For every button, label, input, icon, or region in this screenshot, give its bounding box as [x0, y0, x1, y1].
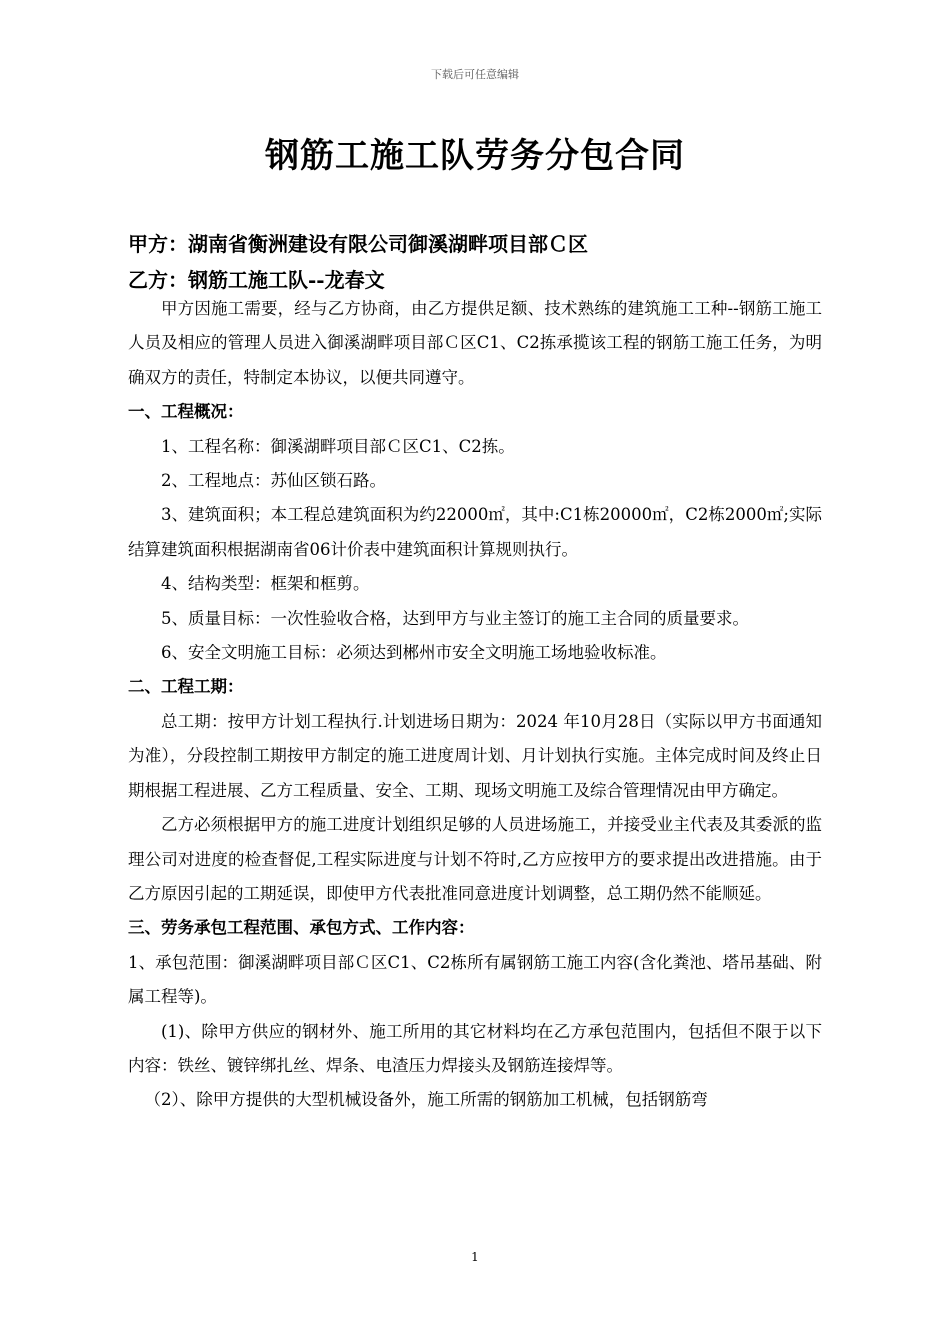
section-3-heading: 三、劳务承包工程范围、承包方式、工作内容： — [128, 918, 475, 938]
page-number: 1 — [471, 1250, 479, 1264]
section-3-sub-item-2: （2）、除甲方提供的大型机械设备外，施工所需的钢筋加工机械，包括钢筋弯 — [144, 1090, 708, 1110]
section-1-item: 1、工程名称：御溪湖畔项目部Ｃ区C1、C2拣。 — [161, 436, 515, 456]
party-a-line: 甲方：湖南省衡洲建设有限公司御溪湖畔项目部Ｃ区 — [128, 232, 588, 256]
intro-paragraph: 甲方因施工需要，经与乙方协商，由乙方提供足额、技术熟练的建筑施工工种--钢筋工施工人员及相应的管理人员进入御溪湖畔项目部Ｃ区C1、C2拣承揽该工程的钢筋工施工任务，为明确双方的责任，特制定本协议，以便共同遵守。 — [128, 299, 822, 387]
section-2-paragraph: 总工期：按甲方计划工程执行.计划进场日期为：2024 年10月28日（实际以甲方书面通知为准），分段控制工期按甲方制定的施工进度周计划、月计划执行实施。主体完成时间及终止日期根据工程进展、乙方工程质量、安全、工期、现场文明施工及综合管理情况由甲方确定。 — [128, 711, 822, 800]
section-1-item: 4、结构类型：框架和框剪。 — [161, 574, 370, 594]
section-3-sub-item-1: (1)、除甲方供应的钢材外、施工所用的其它材料均在乙方承包范围内，包括但不限于以下内容：铁丝、镀锌绑扎丝、焊条、电渣压力焊接头及钢筋连接焊等。 — [128, 1021, 822, 1075]
section-1-heading: 一、工程概况： — [128, 402, 244, 422]
section-2-heading: 二、工程工期： — [128, 677, 244, 697]
section-1-item: 2、工程地点：苏仙区锁石路。 — [161, 471, 386, 491]
section-1-item: 5、质量目标：一次性验收合格，达到甲方与业主签订的施工主合同的质量要求。 — [161, 608, 749, 628]
header-note: 下载后可任意编辑 — [431, 68, 519, 81]
section-2-paragraph: 乙方必须根据甲方的施工进度计划组织足够的人员进场施工，并接受业主代表及其委派的监理公司对进度的检查督促,工程实际进度与计划不符时,乙方应按甲方的要求提出改进措施。由于乙方原因引起的工期延误，即使甲方代表批准同意进度计划调整，总工期仍然不能顺延。 — [128, 815, 822, 903]
document-title: 钢筋工施工队劳务分包合同 — [265, 136, 685, 176]
section-3-scope: 1、承包范围：御溪湖畔项目部Ｃ区C1、C2栋所有属钢筋工施工内容(含化粪池、塔吊基础、附属工程等)。 — [128, 952, 822, 1007]
party-b-line: 乙方：钢筋工施工队--龙春文 — [128, 268, 385, 292]
section-1-item: 3、建筑面积；本工程总建筑面积为约22000㎡，其中:C1栋20000㎡，C2栋2000㎡;实际结算建筑面积根据湖南省06计价表中建筑面积计算规则执行。 — [128, 505, 822, 559]
contract-body — [128, 292, 822, 1118]
section-1-item: 6、安全文明施工目标：必须达到郴州市安全文明施工场地验收标准。 — [161, 643, 667, 663]
